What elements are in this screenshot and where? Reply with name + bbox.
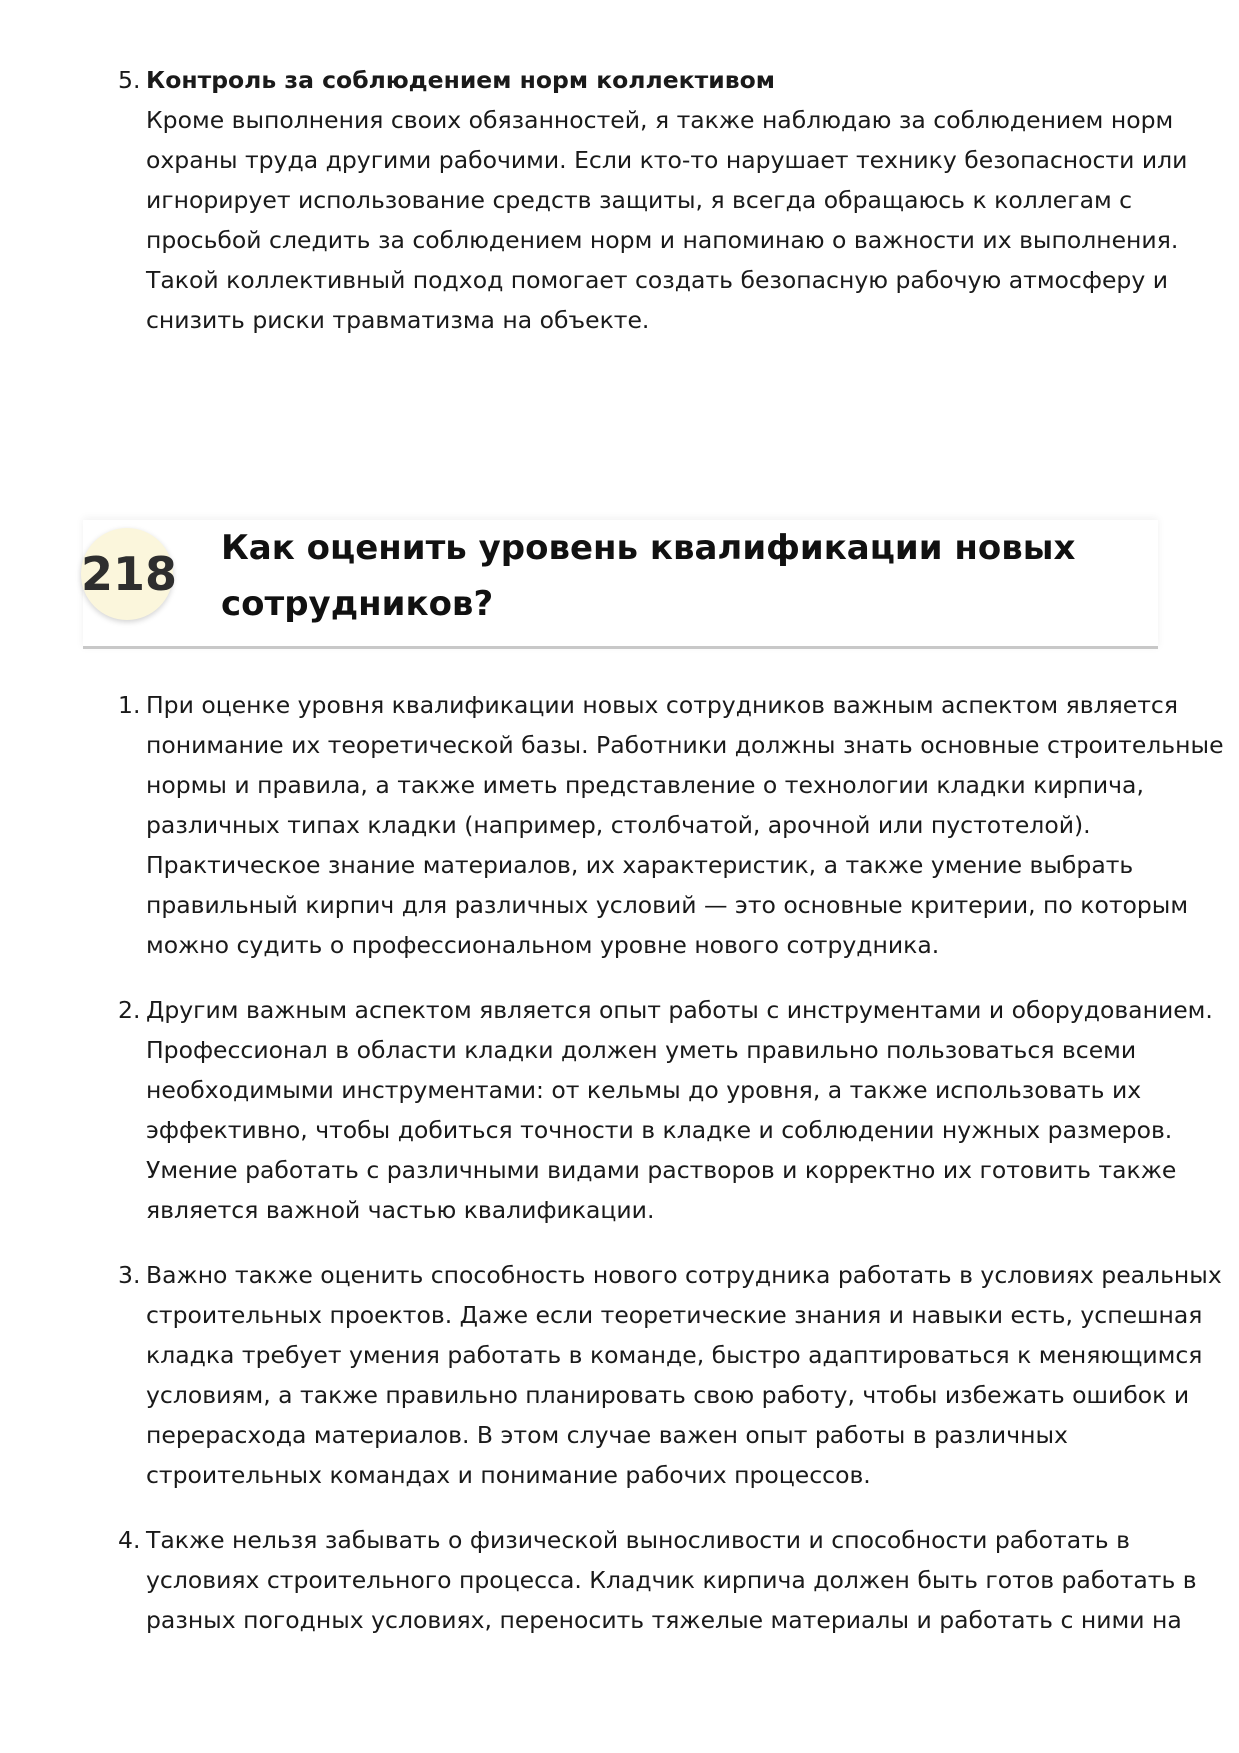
list-item-body	[146, 60, 1188, 340]
paragraph-line: эффективно, чтобы добиться точности в кладке и соблюдении нужных размеров.	[146, 1116, 1173, 1144]
list-item-2	[118, 990, 1213, 1230]
paragraph-line: Кроме выполнения своих обязанностей, я также наблюдаю за соблюдением норм	[146, 106, 1174, 134]
paragraph-line: охраны труда другими рабочими. Если кто-то нарушает технику безопасности или	[146, 146, 1188, 174]
list-number: 1.	[118, 691, 141, 719]
paragraph-line: Умение работать с различными видами растворов и корректно их готовить также	[146, 1156, 1177, 1184]
list-item-body	[146, 1255, 1222, 1495]
paragraph-line: При оценке уровня квалификации новых сотрудников важным аспектом является	[146, 691, 1178, 719]
paragraph-line: Другим важным аспектом является опыт работы с инструментами и оборудованием.	[146, 996, 1213, 1024]
list-item-body	[146, 685, 1224, 965]
paragraph-line: различных типах кладки (например, столбчатой, арочной или пустотелой).	[146, 811, 1091, 839]
paragraph-line: игнорирует использование средств защиты, я всегда обращаюсь к коллегам с	[146, 186, 1133, 214]
list-item-body	[146, 1520, 1197, 1640]
section-number-badge: 218	[81, 528, 173, 620]
paragraph-line: строительных проектов. Даже если теоретические знания и навыки есть, успешная	[146, 1301, 1203, 1329]
list-number: 3.	[118, 1261, 141, 1289]
paragraph-line: перерасхода материалов. В этом случае важен опыт работы в различных	[146, 1421, 1068, 1449]
paragraph-line: кладка требует умения работать в команде, быстро адаптироваться к меняющимся	[146, 1341, 1203, 1369]
paragraph-line: условиях строительного процесса. Кладчик кирпича должен быть готов работать в	[146, 1566, 1197, 1594]
section-title-line: сотрудников?	[221, 584, 494, 624]
section-header	[83, 520, 1158, 649]
list-item-4	[118, 1520, 1197, 1640]
paragraph-line: строительных командах и понимание рабочих процессов.	[146, 1461, 871, 1489]
answers-list	[118, 685, 1224, 1665]
paragraph-line: правильный кирпич для различных условий — это основные критерии, по которым	[146, 891, 1189, 919]
paragraph-line: нормы и правила, а также иметь представление о технологии кладки кирпича,	[146, 771, 1144, 799]
section-title-line: Как оценить уровень квалификации новых	[221, 528, 1076, 568]
paragraph-line: Практическое знание материалов, их характеристик, а также умение выбрать	[146, 851, 1134, 879]
paragraph-line: Профессионал в области кладки должен уметь правильно пользоваться всеми	[146, 1036, 1137, 1064]
paragraph-line: просьбой следить за соблюдением норм и напоминаю о важности их выполнения.	[146, 226, 1179, 254]
paragraph-line: можно судить о профессиональном уровне нового сотрудника.	[146, 931, 940, 959]
list-number: 2.	[118, 996, 141, 1024]
paragraph-line: Также нельзя забывать о физической выносливости и способности работать в	[146, 1526, 1130, 1554]
list-item-body	[146, 990, 1213, 1230]
section-title	[221, 520, 1075, 632]
paragraph-line: условиям, а также правильно планировать свою работу, чтобы избежать ошибок и	[146, 1381, 1190, 1409]
paragraph-line: понимание их теоретической базы. Работники должны знать основные строительные	[146, 731, 1224, 759]
paragraph-line: является важной частью квалификации.	[146, 1196, 655, 1224]
list-item-1	[118, 685, 1224, 965]
paragraph-line: Важно также оценить способность нового сотрудника работать в условиях реальных	[146, 1261, 1222, 1289]
list-item-5	[118, 60, 1188, 340]
paragraph-line: необходимыми инструментами: от кельмы до уровня, а также использовать их	[146, 1076, 1142, 1104]
list-item-title: Контроль за соблюдением норм коллективом	[146, 66, 775, 94]
paragraph-line: Такой коллективный подход помогает создать безопасную рабочую атмосферу и	[146, 266, 1168, 294]
list-item-3	[118, 1255, 1222, 1495]
paragraph-line: разных погодных условиях, переносить тяжелые материалы и работать с ними на	[146, 1606, 1182, 1634]
list-number: 5.	[118, 66, 141, 94]
list-number: 4.	[118, 1526, 141, 1554]
paragraph-line: снизить риски травматизма на объекте.	[146, 306, 650, 334]
